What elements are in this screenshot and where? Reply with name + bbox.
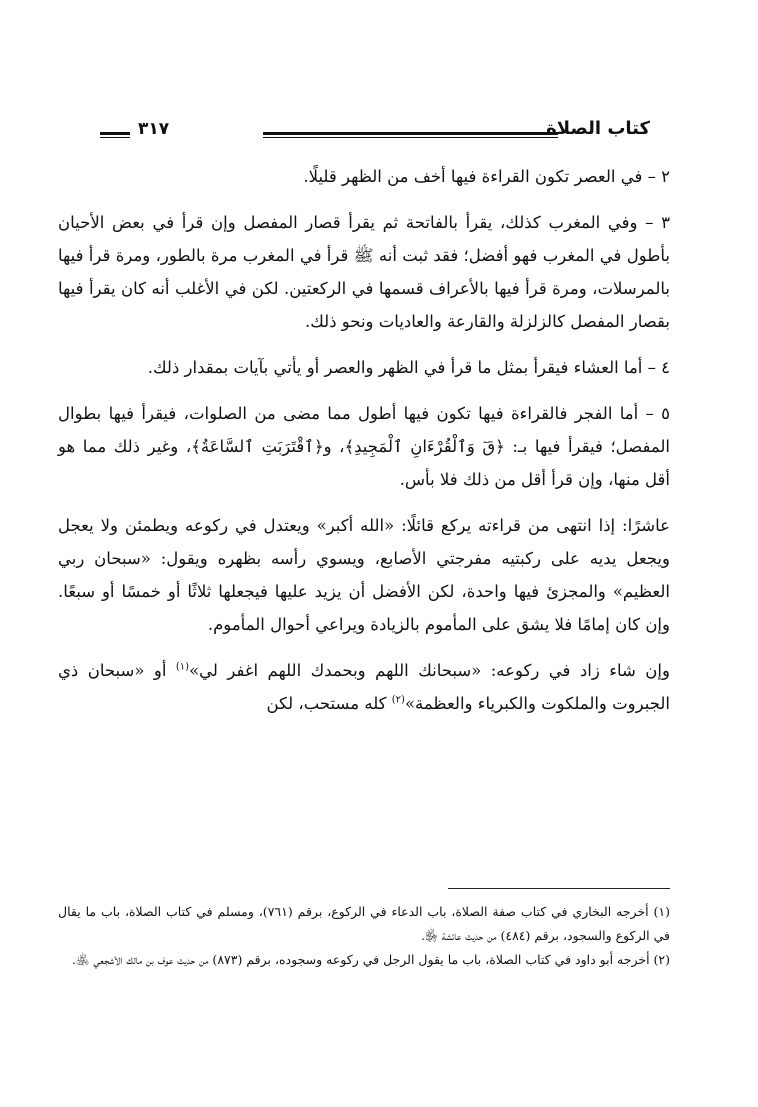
text-segment: وإن شاء زاد في ركوعه: «سبحانك اللهم وبحمدك اللهم اغفر لي» bbox=[189, 661, 670, 680]
running-header bbox=[100, 118, 650, 148]
footnote-separator bbox=[448, 888, 670, 889]
paragraph-isha: ٤ – أما العشاء فيقرأ بمثل ما قرأ في الظهر والعصر أو يأتي بآيات بمقدار ذلك. bbox=[147, 358, 670, 377]
header-rule-short bbox=[100, 132, 130, 138]
footnote-marker-2: (٢) bbox=[391, 694, 405, 706]
text-segment: أو «سبحان ذي الجبروت والملكوت والكبرياء والعظمة» bbox=[58, 661, 670, 713]
text-segment: كله مستحب، لكن bbox=[266, 694, 392, 713]
paragraph-ruku-dhikr bbox=[58, 654, 670, 720]
footnote-marker-1: (١) bbox=[175, 661, 190, 673]
chapter-title: كتاب الصلاة bbox=[546, 118, 650, 139]
footnote-1: (١) أخرجه البخاري في كتاب صفة الصلاة، باب الدعاء في الركوع، برقم (٧٦١)، ومسلم في كتاب الصلاة، باب ما يقال في الركوع والسجود، برقم (٤٨٤) من حديث عائشة ﵂. bbox=[58, 904, 670, 943]
footnotes bbox=[58, 900, 670, 972]
footnote-2: (٢) أخرجه أبو داود في كتاب الصلاة، باب ما يقول الرجل في ركوعه وسجوده، برقم (٨٧٣) من حديث عوف بن مالك الأشجعي ﵁. bbox=[71, 952, 670, 967]
paragraph-asr: ٢ – في العصر تكون القراءة فيها أخف من الظهر قليلًا. bbox=[303, 167, 670, 186]
page-number: ٣١٧ bbox=[138, 119, 170, 139]
header-rule bbox=[263, 132, 558, 138]
main-text bbox=[58, 160, 670, 733]
paragraph-maghrib: ٣ – وفي المغرب كذلك، يقرأ بالفاتحة ثم يقرأ قصار المفصل وإن قرأ في بعض الأحيان بأطول في المغرب فهو أفضل؛ فقد ثبت أنه ﷺ قرأ في المغرب مرة بالطور، ومرة قرأ فيها بالمرسلات، ومرة قرأ فيها بالأعراف قسمها في الركعتين. لكن في الأغلب أنه كان يقرأ فيها بقصار المفصل كالزلزلة والقارعة والعاديات ونحو ذلك. bbox=[58, 213, 670, 331]
paragraph-ruku: عاشرًا: إذا انتهى من قراءته يركع قائلًا: «الله أكبر» ويعتدل في ركوعه ويطمئن ولا يعجل ويجعل يديه على ركبتيه مفرجتي الأصابع، ويسوي رأسه بظهره ويقول: «سبحان ربي العظيم» والمجزئ فيها واحدة، لكن الأفضل أن يزيد عليها فيجعلها ثلاثًا أو خمسًا أو سبعًا. وإن كان إمامًا فلا يشق على المأموم بالزيادة ويراعي أحوال المأموم. bbox=[58, 516, 670, 634]
paragraph-fajr: ٥ – أما الفجر فالقراءة فيها تكون فيها أطول مما مضى من الصلوات، فيقرأ فيها بطوال المفصل؛ فيقرأ فيها بـ: ﴿قٓ وَٱلْقُرْءَانِ ٱلْمَجِيدِ﴾، و﴿ٱقْتَرَبَتِ ٱلسَّاعَةُ﴾، وغير ذلك مما هو أقل منها، وإن قرأ أقل من ذلك فلا بأس. bbox=[58, 404, 670, 489]
